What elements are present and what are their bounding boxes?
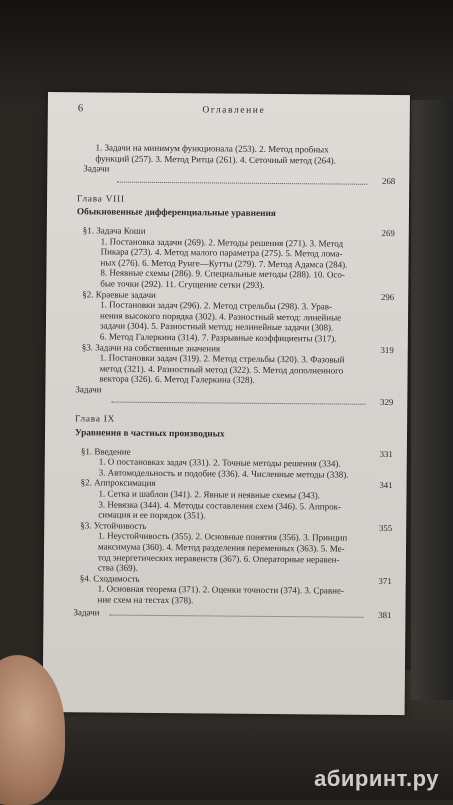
toc-page-number: 331 xyxy=(379,448,393,459)
toc-page-number: 381 xyxy=(378,609,392,620)
page-number: 6 xyxy=(77,103,84,115)
toc-section: §3. Устойчивость 355 1. Неустойчивость (355). 2. Основные понятия (356). 3. Принцип максимума (360). 4. Метод разделения переменных (363). 5. Ме- тод энергетических неравенств (367). 6. Операторные неравен- ства (369). xyxy=(80,520,393,573)
toc-page-number: 329 xyxy=(380,396,394,407)
toc-page-number: 268 xyxy=(381,176,396,187)
page-header xyxy=(78,104,390,121)
chapter-label: Глава VIII xyxy=(77,193,125,204)
toc-entry-lines: 1. Задачи на минимум функционала (253). 2. Метод пробных функций (257). 3. Метод Ритца (261). 4. Сеточный метод (264). xyxy=(95,142,336,166)
toc-page-number: 371 xyxy=(378,575,392,586)
running-title: Оглавление xyxy=(202,105,266,116)
book-page xyxy=(43,92,410,715)
toc-page-number: 319 xyxy=(380,344,394,355)
chapter-title: Обыкновенные дифференциальные уравнения xyxy=(76,207,276,220)
toc-tasks-row: Задачи 268 xyxy=(83,163,396,187)
toc-page-number: 296 xyxy=(380,291,395,302)
toc-section: §1. Введение 331 1. О постановках задач (331). 2. Точные методы решения (334). 3. Автомодельность и подобие (336). 4. Численные методы (338). xyxy=(80,445,393,480)
toc-page-number: 355 xyxy=(378,522,393,533)
chapter-title: Уравнения в частных производных xyxy=(74,428,225,440)
chapter-label: Глава IX xyxy=(75,413,116,425)
toc-tasks-row: Задачи 329 xyxy=(75,384,394,407)
toc-section: §4. Сходимость 371 1. Основная теорема (371). 2. Оценки точности (374). 3. Сравне- ние схем на тестах (378). xyxy=(79,573,392,606)
toc-section: §2. Краевые задачи 296 1. Постановки задач (296). 2. Метод стрельбы (298). 3. Урав- нения высокого порядка (302). 4. Разностный метод: линейные задачи (304). 5. Разностный метод; нелинейные задачи (308). 6. Метод Галеркина (314). 7. Разрывные коэффициенты (317). xyxy=(82,288,395,344)
toc-section: §2. Аппроксимация 341 1. Сетка и шаблон (341). 2. Явные и неявные схемы (343). 3. Невязка (344). 4. Методы составления схем (346). 5. Аппрок- симация и ее порядок (351). xyxy=(80,477,393,521)
toc-section: §1. Задача Коши 269 1. Постановка задачи (269). 2. Методы решения (271). 3. Метод Пикара (273). 4. Метод малого параметра (275). 5. Метод лома- ных (276). 6. Метод Рунге—Кутты (279). 7. Метод Адамса (284). 8. Неявные схемы (286). 9. Специальные методы (288). 10. Осо- бые точки (292). 11. Сгущение сетки (293). xyxy=(82,225,395,290)
toc-page-number: 269 xyxy=(381,227,395,239)
toc-section: §3. Задачи на собственные значения 319 1. Постановки задач (319). 2. Метод стрельбы (320). 3. Фазовый метод (321). 4. Разностный метод (322). 5. Метод дополненного вектора (326). 6. Метод Галеркина (328). xyxy=(81,341,394,386)
table-of-contents xyxy=(73,142,395,620)
watermark: абиринт.ру xyxy=(314,766,439,791)
toc-tasks-row: Задачи 381 xyxy=(73,606,392,620)
book-cover-edge xyxy=(411,100,453,700)
toc-page-number: 341 xyxy=(379,480,393,491)
